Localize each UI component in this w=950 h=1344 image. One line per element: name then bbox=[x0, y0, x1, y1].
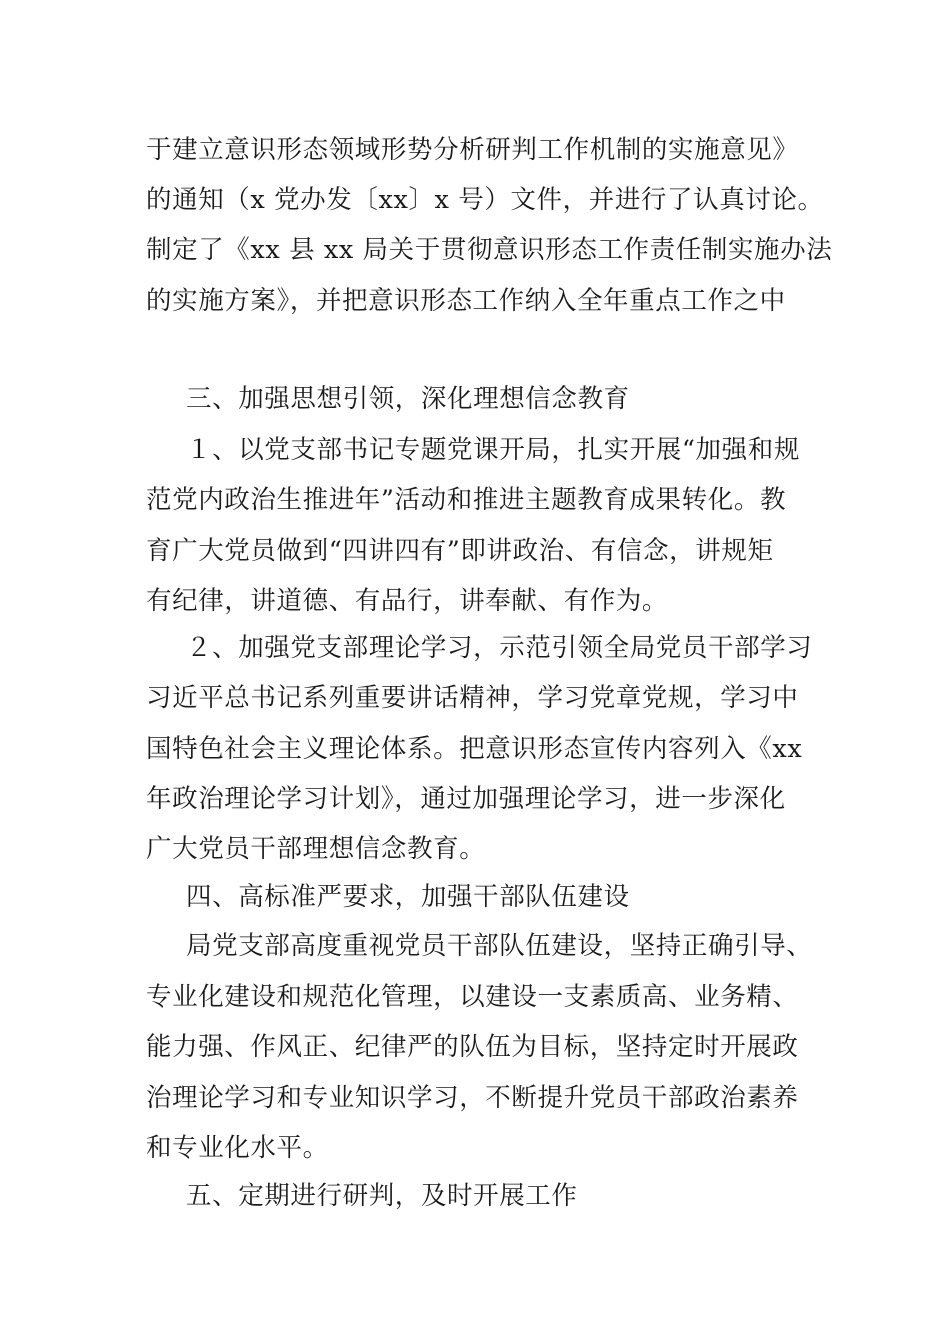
section-heading-5: 五、定期进行研判，及时开展工作 bbox=[186, 1181, 578, 1211]
paragraph-line: 广大党员干部理想信念教育。 bbox=[146, 834, 486, 864]
paragraph-line: 的通知（x 党办发〔xx〕x 号）文件，并进行了认真讨论。 bbox=[146, 185, 824, 215]
paragraph-line: 制定了《xx 县 xx 局关于贯彻意识形态工作责任制实施办法 bbox=[146, 235, 833, 265]
paragraph-line: 范党内政治生推进年”活动和推进主题教育成果转化。教 bbox=[146, 485, 787, 515]
paragraph-line: 局党支部高度重视党员干部队伍建设，坚持正确引导、 bbox=[186, 931, 813, 961]
paragraph-line: 能力强、作风正、纪律严的队伍为目标，坚持定时开展政 bbox=[146, 1032, 799, 1062]
section-heading-4: 四、高标准严要求，加强干部队伍建设 bbox=[186, 882, 630, 912]
paragraph-line: １、以党支部书记专题党课开局，扎实开展“加强和规 bbox=[186, 435, 800, 465]
paragraph-line: ２、加强党支部理论学习，示范引领全局党员干部学习 bbox=[186, 633, 813, 663]
paragraph-line: 于建立意识形态领域形势分析研判工作机制的实施意见》 bbox=[146, 135, 799, 165]
paragraph-line: 国特色社会主义理论体系。把意识形态宣传内容列入《xx bbox=[146, 734, 803, 764]
paragraph-line: 的实施方案》，并把意识形态工作纳入全年重点工作之中 bbox=[146, 286, 786, 316]
paragraph-line: 习近平总书记系列重要讲话精神，学习党章党规，学习中 bbox=[146, 683, 799, 713]
paragraph-line: 有纪律，讲道德、有品行，讲奉献、有作为。 bbox=[146, 586, 669, 616]
paragraph-line: 年政治理论学习计划》，通过加强理论学习，进一步深化 bbox=[146, 784, 786, 814]
paragraph-line: 专业化建设和规范化管理，以建设一支素质高、业务精、 bbox=[146, 982, 799, 1012]
paragraph-line: 和专业化水平。 bbox=[146, 1133, 329, 1163]
paragraph-line: 育广大党员做到“四讲四有”即讲政治、有信念，讲规矩 bbox=[146, 536, 774, 566]
paragraph-line: 治理论学习和专业知识学习，不断提升党员干部政治素养 bbox=[146, 1083, 799, 1113]
section-heading-3: 三、加强思想引领，深化理想信念教育 bbox=[186, 384, 630, 414]
